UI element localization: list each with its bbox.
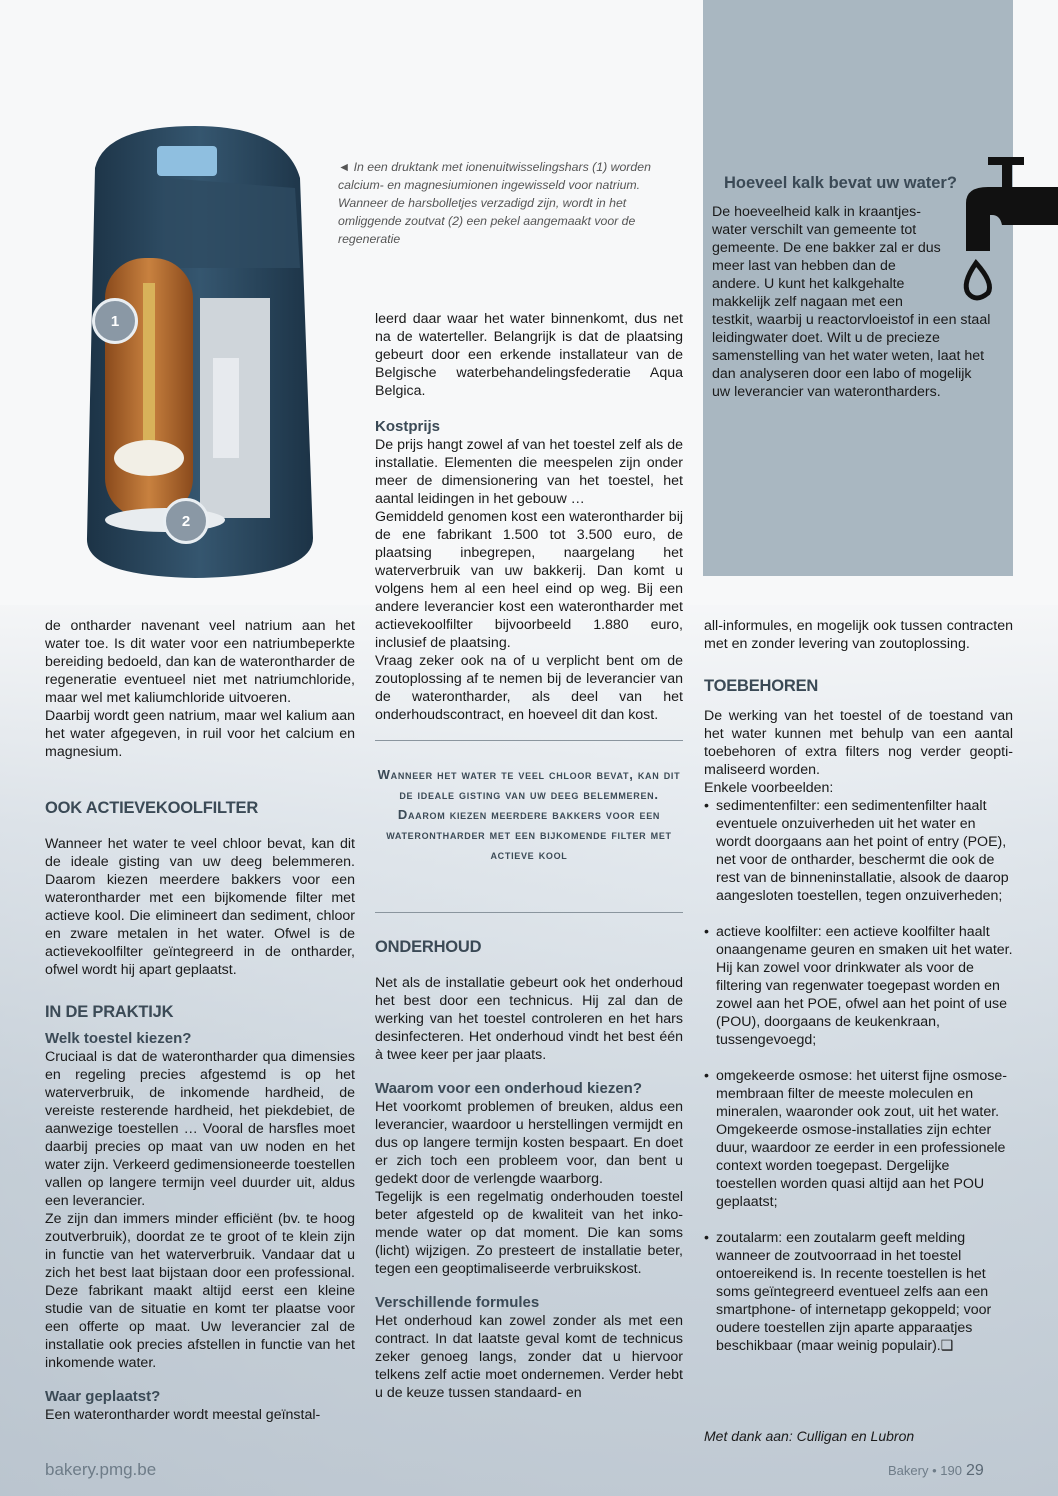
paragraph: Enkele voorbeelden: xyxy=(704,780,834,796)
callout-badge-1: 1 xyxy=(92,298,138,344)
sidebox-line: uw leverancier van waterontharders. xyxy=(712,384,941,400)
paragraph: de ontharder navenant veel natrium aan het water toe. Is dit water voor een natriumbeperkte bereiding bedoeld, dan kan de waterontharder de regeneratie eventueel niet met natriumchloride, maar wel met kaliumchloride uitvoeren. xyxy=(45,618,355,706)
sidebox-line: samenstelling van het water weten, laat het xyxy=(712,348,985,364)
sidebox-line: dan analyseren door een labo of mogelijk xyxy=(712,366,972,382)
list-item: • sedimentenfilter: een sedimentenfilter haalt eventuele onzuiverheden uit het water en wordt doorgaans aan het point of entry (POE), net voor de ontharder, beschermt die ook de rest van de binneninstallatie, alsook de daarop aangesloten toestellen, tegen onzuiverheden; xyxy=(704,797,1013,905)
paragraph: Net als de installatie gebeurt ook het onderhoud het best door een technicus. Hij zal dan de werking van het toestel controleren en het hars desinfecteren. Het onderhoud vindt het best één à twee keer per jaar plaats. xyxy=(375,975,683,1063)
image-caption: ◄ In een druktank met ionenuitwisselingshars (1) worden calcium- en magnesiumionen ingewisseld voor natrium. Wanneer de harsbolletjes verzadigd zijn, wordt in het omliggende zoutvat (2) een pekel aangemaakt voor de regeneratie xyxy=(338,160,651,246)
list-item: • actieve koolfilter: een actieve koolfilter haalt onaangename geuren en smaken uit het water. Hij kan zowel voor drinkwater als voor de filtering van regenwater toegepast worden en zowel aan het POE, ofwel aan het point of use (POU), doorgaans de keukenkraan, tussengevoegd; xyxy=(704,923,1013,1049)
paragraph: leerd daar waar het water binnenkomt, dus net na de waterteller. Belangrijk is dat de plaatsing gebeurt door een erkende installateur van de Belgische waterbehandelingsfederatie Aqua Belgica. xyxy=(375,311,683,399)
faucet-icon xyxy=(958,155,1058,305)
paragraph: Gemiddeld genomen kost een waterontharder bij de ene fabrikant 1.500 tot 3.500 euro, de plaatsing inbegrepen, naargelang het waterverbruik van uw bakkerij. Dan komt u volgens hem al een heel eind op weg. Bij een andere leverancier kost een waterontharder met actievekoolfilter bijvoorbeeld 1.880 euro, inclusief de plaatsing. xyxy=(375,509,683,651)
sidebox-line: testkit, waarbij u reactorvloeistof in een staal xyxy=(712,312,991,328)
list-item: • omgekeerde osmose: het uiterst fijne osmosemembraan filter de meeste moleculen en mineralen, waaronder ook zout, uit het water. Omgekeerde osmose-installaties zijn echter duur, waardoor ze eerder in een professionele context worden toegepast. Dergelijke toestellen worden quasi altijd aan het POU geplaatst; xyxy=(704,1067,1013,1211)
paragraph: Het voorkomt problemen of breuken, aldus een leverancier, waardoor u herstellingen vermijdt en dus op langere termijn kosten bespaart. En doet er zich toch een probleem voor, dan bent u gedekt door de verlengde waarborg. xyxy=(375,1099,683,1187)
paragraph: De werking van het toestel of de toestand van het water kunnen met behulp van een aantal toebehoren of extra filters nog verder geoptimaliseerd worden. xyxy=(704,708,1013,778)
footer-issue-label: Bakery • 190 xyxy=(888,1463,962,1478)
paragraph: Ze zijn dan immers minder efficiënt (bv. te hoog zoutverbruik), doordat ze te groot of te klein zijn in functie van het waterverbruik. Vandaar dat u zich het best laat bijstaan door een professional. Deze fabrikant maakt altijd eerst een kleine studie van de situatie en komt ter plaatse voor een offerte op maat. Uw leverancier zal de installatie ook precies afstellen in functie van het inkomende water. xyxy=(45,1211,355,1371)
sidebox-line: andere. U kunt het kalkgehalte xyxy=(712,276,905,292)
callout-badge-2: 2 xyxy=(163,498,209,544)
sidebox-line: leidingwater doet. Wilt u de precieze xyxy=(712,330,940,346)
subheading: Kostprijs xyxy=(375,418,441,435)
section-heading: ONDERHOUD xyxy=(375,938,482,956)
sidebox-title: Hoeveel kalk bevat uw water? xyxy=(724,174,957,192)
paragraph: De prijs hangt zowel af van het toestel zelf als de installatie. Elementen die meespelen zijn onder meer de dimensionering van het toestel, het aantal leidingen in het gebouw … xyxy=(375,437,683,507)
credits: Met dank aan: Culligan en Lubron xyxy=(704,1428,915,1444)
sidebox-line: De hoeveelheid kalk in kraantjes- xyxy=(712,204,921,220)
section-heading: TOEBEHOREN xyxy=(704,677,819,695)
paragraph: Het onderhoud kan zowel zonder als met een contract. In dat laatste geval komt de technicus zeker genoeg langs, zonder dat u hiervoor telkens zelf actie moet ondernemen. Verder hebt u de keuze tussen standaard- en xyxy=(375,1313,683,1401)
sidebox-line: water verschilt van gemeente tot xyxy=(712,222,917,238)
footer-website-link[interactable]: bakery.pmg.be xyxy=(45,1460,157,1479)
paragraph: Daarbij wordt geen natrium, maar wel kalium aan het water afgegeven, in ruil voor het calcium en magnesium. xyxy=(45,708,355,760)
column-3 xyxy=(704,617,1013,1373)
paragraph: Vraag zeker ook na of u verplicht bent om de zoutoplossing af te nemen bij de leverancier van de waterontharder, als deel van het onderhoudscontract, en hoeveel dit dan kost. xyxy=(375,653,683,723)
section-heading: OOK ACTIEVEKOOLFILTER xyxy=(45,799,259,817)
pull-quote: Wanneer het water te veel chloor bevat, kan dit de ideale gisting van uw deeg belemmeren. Daarom kiezen meerdere bakkers voor een waterontharder met een bijkomende filter met actieve kool xyxy=(375,740,683,913)
list-item: • zoutalarm: een zoutalarm geeft melding wanneer de zoutvoorraad in het toestel ontoereikend is. In recente toestellen is het soms geïntegreerd eventueel zelfs aan een smartphone- of internetapp gekoppeld; voor oudere toestellen zijn aparte apparaatjes beschikbaar (maar weinig populair).❑ xyxy=(704,1229,1013,1355)
section-heading: IN DE PRAKTIJK xyxy=(45,1003,174,1021)
paragraph: Tegelijk is een regelmatig onderhouden toestel beter afgesteld op de kwaliteit van het inkomende water op dat moment. Die kan soms (licht) wijzigen. Zo presteert de installatie beter, tegen een geoptimaliseerde verbruikskost. xyxy=(375,1189,683,1277)
page-number: 29 xyxy=(965,1462,984,1479)
sidebox-line: meer last van hebben dan de xyxy=(712,258,896,274)
paragraph: all-informules, en mogelijk ook tussen contracten met en zonder levering van zoutoplossing. xyxy=(704,618,1013,652)
paragraph: Cruciaal is dat de waterontharder qua dimensies en regeling precies afgestemd is op het waterverbruik, de inkomende hardheid, de vereiste resterende hardheid, het piekdebiet, de aanwezige toestellen … Vooral de harsfles moet daarbij precies op maat van uw noden en het water zijn. Verkeerd gedimensioneerde toestellen vallen op langere termijn veel duurder uit, aldus een leverancier. xyxy=(45,1049,355,1209)
paragraph: Een waterontharder wordt meestal geïnstal- xyxy=(45,1407,321,1423)
footer-issue xyxy=(888,1462,984,1480)
paragraph: Wanneer het water te veel chloor bevat, kan dit de ideale gisting van uw deeg belemmeren. Daarom kiezen meerdere bakkers voor een waterontharder met een bijkomende filter met actieve kool. Die elimineert dan sediment, chloor en zware metalen in het water. Ofwel is de actievekoolfilter geïntegreerd in de ontharder, ofwel wordt hij apart geplaatst. xyxy=(45,836,355,978)
subheading: Verschillende formules xyxy=(375,1294,540,1311)
subheading: Waar geplaatst? xyxy=(45,1388,161,1405)
sidebox-line: makkelijk zelf nagaan met een xyxy=(712,294,903,310)
subheading: Welk toestel kiezen? xyxy=(45,1030,192,1047)
column-2 xyxy=(375,310,683,724)
accessory-list xyxy=(704,797,1013,1355)
column-2-lower xyxy=(375,938,683,1402)
subheading: Waarom voor een onderhoud kiezen? xyxy=(375,1080,642,1097)
sidebox-line: gemeente. De ene bakker zal er dus xyxy=(712,240,941,256)
column-1 xyxy=(45,617,355,1424)
